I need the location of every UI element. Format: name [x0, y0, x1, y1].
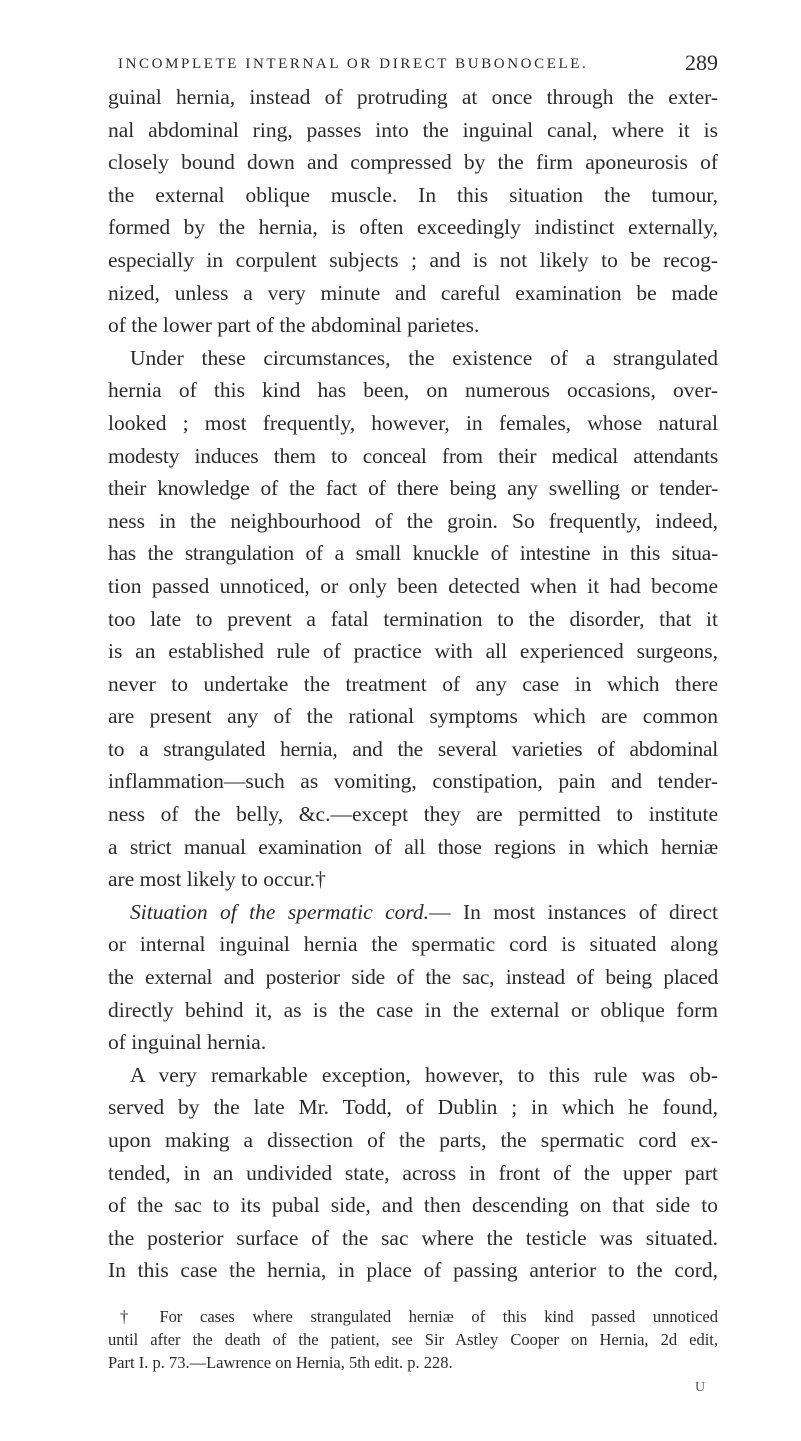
body-text [108, 81, 718, 1287]
text-line: are most likely to occur.† [108, 867, 326, 892]
text-line: a strict manual examination of all those regions in which herniæ [108, 834, 718, 859]
section-subheading: Situation of the spermatic cord. [130, 899, 430, 924]
text-line: A very remarkable exception, however, to this rule was ob- [130, 1062, 718, 1087]
text-line: too late to prevent a fatal termination to the disorder, that it [108, 606, 718, 631]
text-line: formed by the hernia, is often exceedingly indistinct externally, [108, 215, 718, 240]
text-line: the external and posterior side of the sac, instead of being placed [108, 965, 718, 990]
text-line: hernia of this kind has been, on numerous occasions, over- [108, 378, 718, 403]
text-line: guinal hernia, instead of protruding at once through the exter- [108, 85, 718, 109]
text-line: are present any of the rational symptoms which are common [108, 704, 718, 729]
footnote [108, 1305, 718, 1374]
text-line: the external oblique muscle. In this situation the tumour, [108, 182, 718, 207]
text-line: directly behind it, as is the case in the external or oblique form [108, 997, 718, 1022]
running-head [108, 50, 718, 80]
text-line: tended, in an undivided state, across in front of the upper part [108, 1160, 718, 1185]
text-line: tion passed unnoticed, or only been detected when it had become [108, 573, 718, 598]
text-line: especially in corpulent subjects ; and is not likely to be recog- [108, 247, 718, 272]
text-line: to a strangulated hernia, and the several varieties of abdominal [108, 736, 718, 761]
footnote-line: Part I. p. 73.—Lawrence on Hernia, 5th edit. p. 228. [108, 1353, 453, 1372]
text-line: the posterior surface of the sac where the testicle was situated. [108, 1225, 718, 1250]
text-line: ness of the belly, &c.—except they are permitted to institute [108, 802, 718, 827]
text-line: inflammation—such as vomiting, constipation, pain and tender- [108, 769, 718, 794]
text-line: served by the late Mr. Todd, of Dublin ; in which he found, [108, 1095, 718, 1120]
text-line: looked ; most frequently, however, in females, whose natural [108, 410, 718, 435]
running-title: INCOMPLETE INTERNAL OR DIRECT BUBONOCELE. [118, 56, 589, 72]
text-line: their knowledge of the fact of there being any swelling or tender- [108, 476, 718, 501]
signature-mark: U [695, 1380, 706, 1395]
page-number: 289 [685, 50, 718, 75]
subheading-text: — In most instances of direct [429, 899, 718, 924]
text-line: ness in the neighbourhood of the groin. So frequently, indeed, [108, 508, 718, 533]
text-line: In this case the hernia, in place of passing anterior to the cord, [108, 1258, 718, 1283]
text-line: of inguinal hernia. [108, 1030, 267, 1055]
text-line: of the lower part of the abdominal parietes. [108, 313, 480, 338]
footnote-line: † For cases where strangulated herniæ of this kind passed unnoticed [120, 1307, 718, 1326]
text-line: modesty induces them to conceal from their medical attendants [108, 443, 718, 468]
text-line: upon making a dissection of the parts, the spermatic cord ex- [108, 1128, 718, 1152]
text-line: or internal inguinal hernia the spermatic cord is situated along [108, 932, 718, 957]
subheading-line [108, 896, 718, 929]
text-line: never to undertake the treatment of any case in which there [108, 671, 718, 696]
text-line: Under these circumstances, the existence of a strangulated [130, 345, 718, 370]
text-line: has the strangulation of a small knuckle of intestine in this situa- [108, 541, 718, 566]
text-line: of the sac to its pubal side, and then descending on that side to [108, 1193, 718, 1218]
text-line: nized, unless a very minute and careful examination be made [108, 280, 718, 305]
text-line: closely bound down and compressed by the firm aponeurosis of [108, 150, 718, 175]
footnote-line: until after the death of the patient, see Sir Astley Cooper on Hernia, 2d edit, [108, 1330, 718, 1349]
text-line: is an established rule of practice with all experienced surgeons, [108, 639, 718, 664]
text-line: nal abdominal ring, passes into the inguinal canal, where it is [108, 117, 718, 142]
